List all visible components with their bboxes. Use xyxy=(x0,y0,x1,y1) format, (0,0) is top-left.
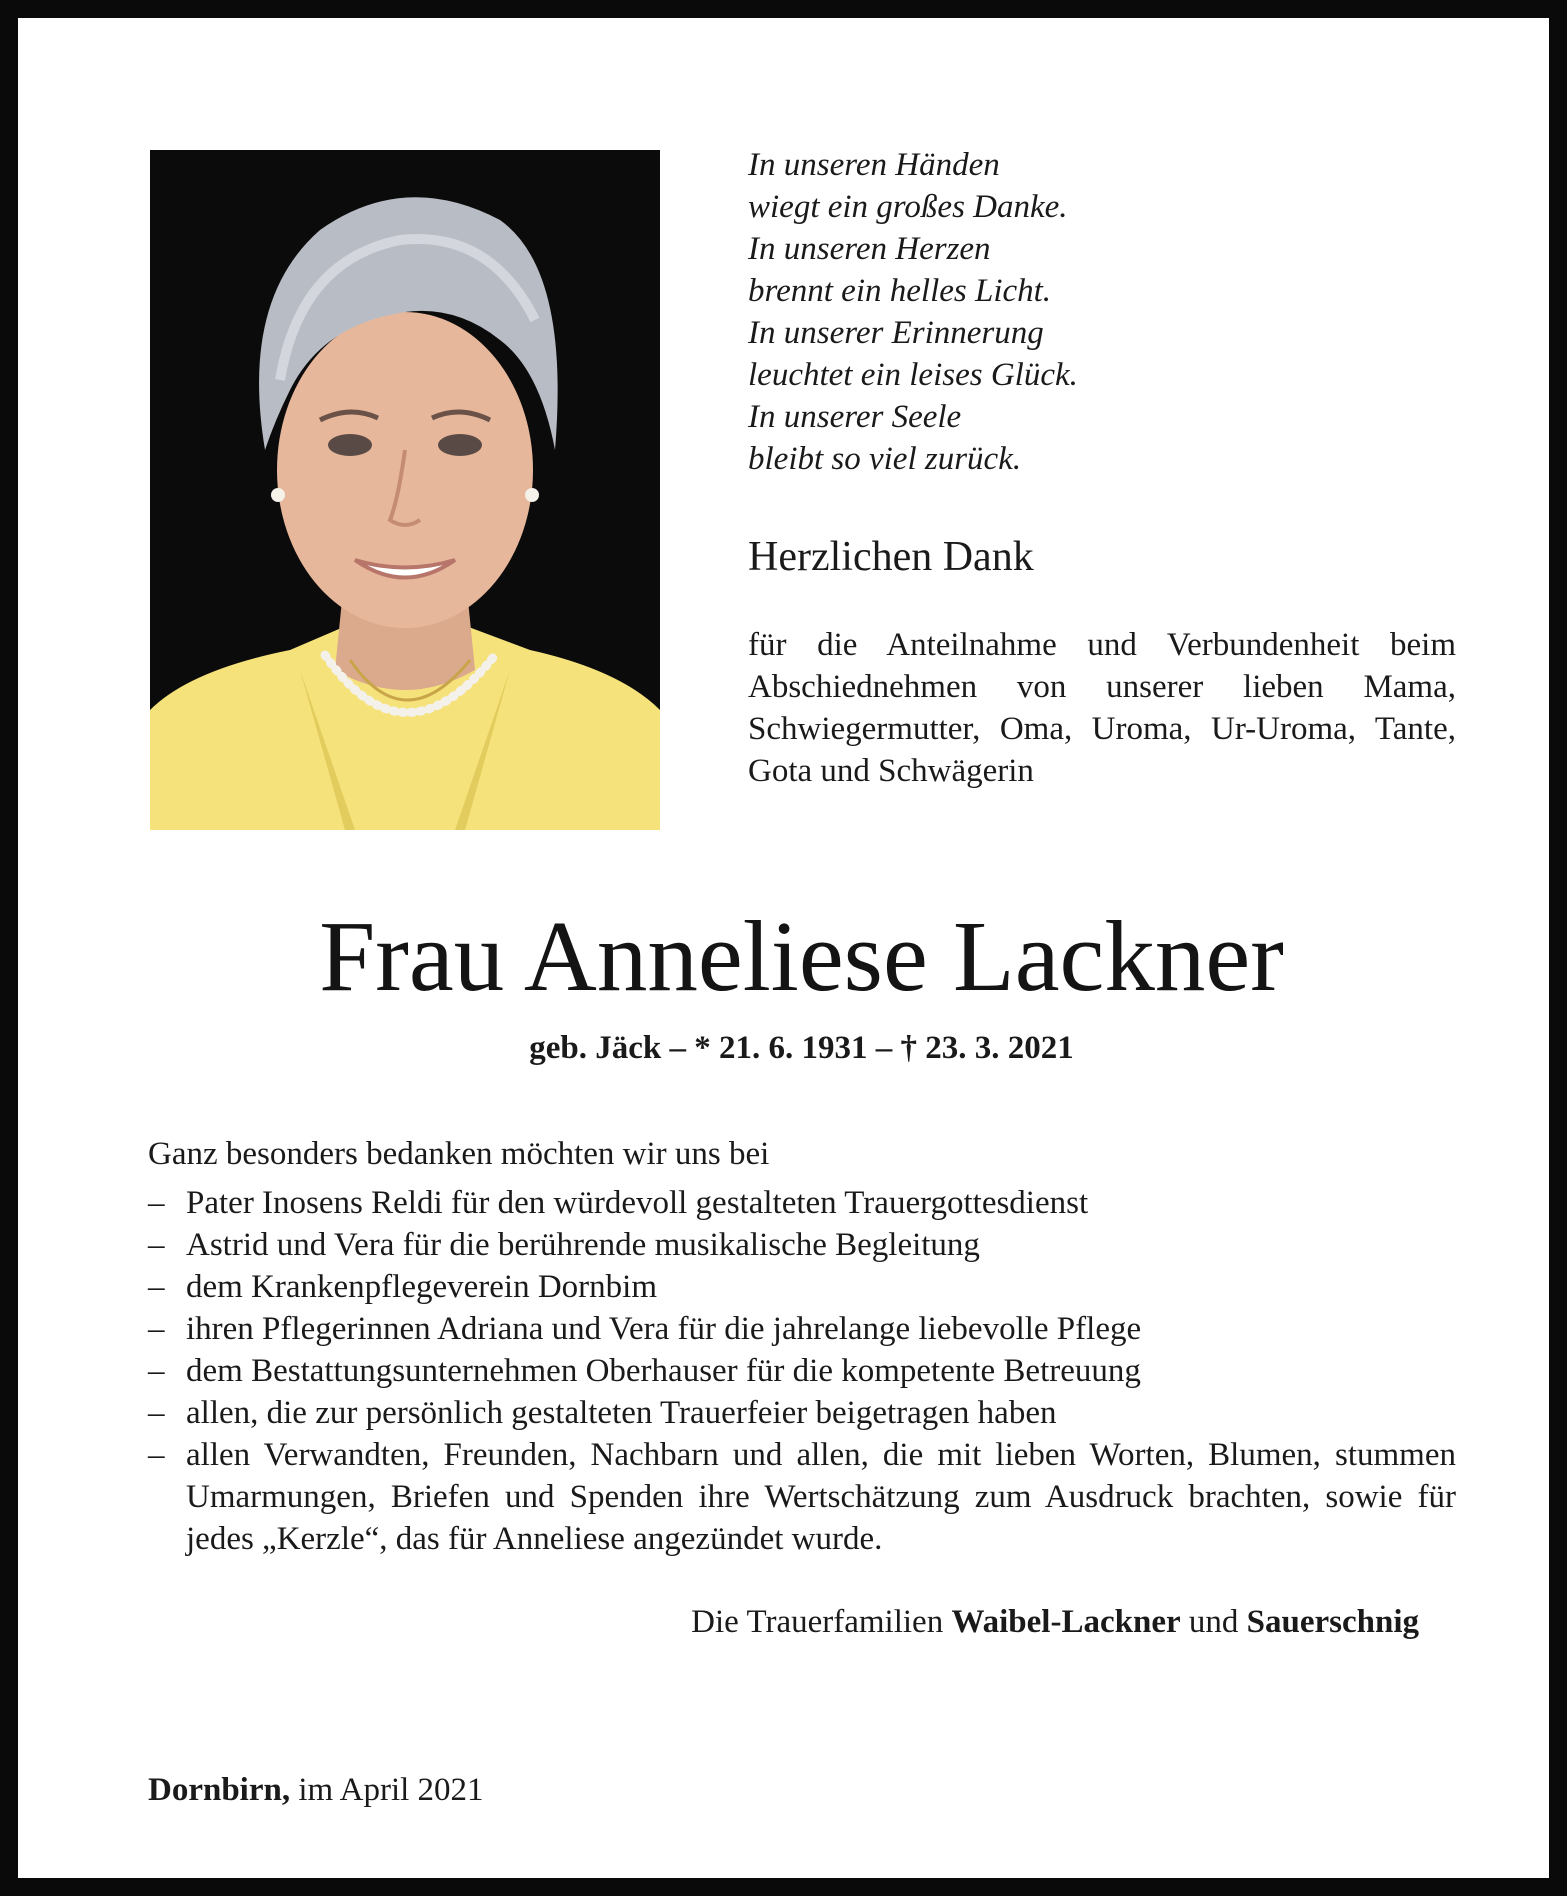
list-dash: – xyxy=(148,1269,165,1305)
list-item-text: allen, die zur persönlich gestalteten Trauerfeier beigetragen haben xyxy=(186,1395,1057,1431)
list-item-text: Pater Inosens Reldi für den würdevoll gestalteten Trauergottesdienst xyxy=(186,1185,1089,1221)
poem-line: In unseren Herzen xyxy=(748,231,991,267)
list-item xyxy=(148,1308,1456,1350)
poem-line: In unseren Händen xyxy=(748,147,1000,183)
signature-family-1: Waibel-Lackner xyxy=(951,1604,1181,1640)
list-item xyxy=(148,1182,1456,1224)
list-item-text: Astrid und Vera für die berührende musikalische Begleitung xyxy=(186,1227,980,1263)
place-date xyxy=(148,1772,484,1809)
list-item xyxy=(148,1224,1456,1266)
acknowledgement-intro: Ganz besonders bedanken möchten wir uns bei xyxy=(148,1136,770,1172)
list-dash: – xyxy=(148,1437,165,1473)
list-item-text: allen Verwandten, Freunden, Nachbarn und allen, die mit lieben Worten, Blumen, stummen Umarmungen, Briefen und Spenden ihre Wertschätzung zum Ausdruck brachten, sowie für jedes „Kerzle“, das für Anneliese angezündet wurde. xyxy=(186,1437,1456,1557)
list-item xyxy=(148,1266,1456,1308)
thanks-text: für die Anteilnahme und Verbundenheit beim Abschiednehmen von unserer lieben Mama, Schwiegermutter, Oma, Uroma, Ur-Uroma, Tante, Gota und Schwägerin xyxy=(748,627,1456,789)
list-dash: – xyxy=(148,1353,165,1389)
list-item xyxy=(148,1350,1456,1392)
deceased-name: Frau Anneliese Lackner xyxy=(319,900,1284,1012)
list-dash: – xyxy=(148,1227,165,1263)
signature xyxy=(691,1604,1419,1641)
thanks-heading: Herzlichen Dank xyxy=(748,534,1034,580)
poem-line: leuchtet ein leises Glück. xyxy=(748,357,1078,393)
portrait-illustration xyxy=(150,150,660,830)
poem-line: wiegt ein großes Danke. xyxy=(748,189,1068,225)
signature-prefix: Die Trauerfamilien xyxy=(691,1604,944,1640)
list-item xyxy=(148,1434,1456,1560)
poem xyxy=(748,144,1468,480)
signature-family-2: Sauerschnig xyxy=(1246,1604,1419,1640)
list-dash: – xyxy=(148,1311,165,1347)
list-item-text: dem Krankenpflegeverein Dornbim xyxy=(186,1269,657,1305)
poem-line: In unserer Erinnerung xyxy=(748,315,1044,351)
poem-line: bleibt so viel zurück. xyxy=(748,441,1022,477)
list-dash: – xyxy=(148,1185,165,1221)
portrait-photo xyxy=(150,150,660,830)
life-dates: geb. Jäck – * 21. 6. 1931 – † 23. 3. 2021 xyxy=(529,1030,1074,1066)
acknowledgement-list xyxy=(148,1182,1456,1560)
date: im April 2021 xyxy=(298,1772,484,1808)
signature-connector: und xyxy=(1188,1604,1239,1640)
list-dash: – xyxy=(148,1395,165,1431)
place: Dornbirn, xyxy=(148,1772,291,1808)
list-item xyxy=(148,1392,1456,1434)
list-item-text: ihren Pflegerinnen Adriana und Vera für die jahrelange liebevolle Pflege xyxy=(186,1311,1142,1347)
poem-line: brennt ein helles Licht. xyxy=(748,273,1052,309)
list-item-text: dem Bestattungsunternehmen Oberhauser für die kompetente Betreuung xyxy=(186,1353,1141,1389)
poem-line: In unserer Seele xyxy=(748,399,962,435)
